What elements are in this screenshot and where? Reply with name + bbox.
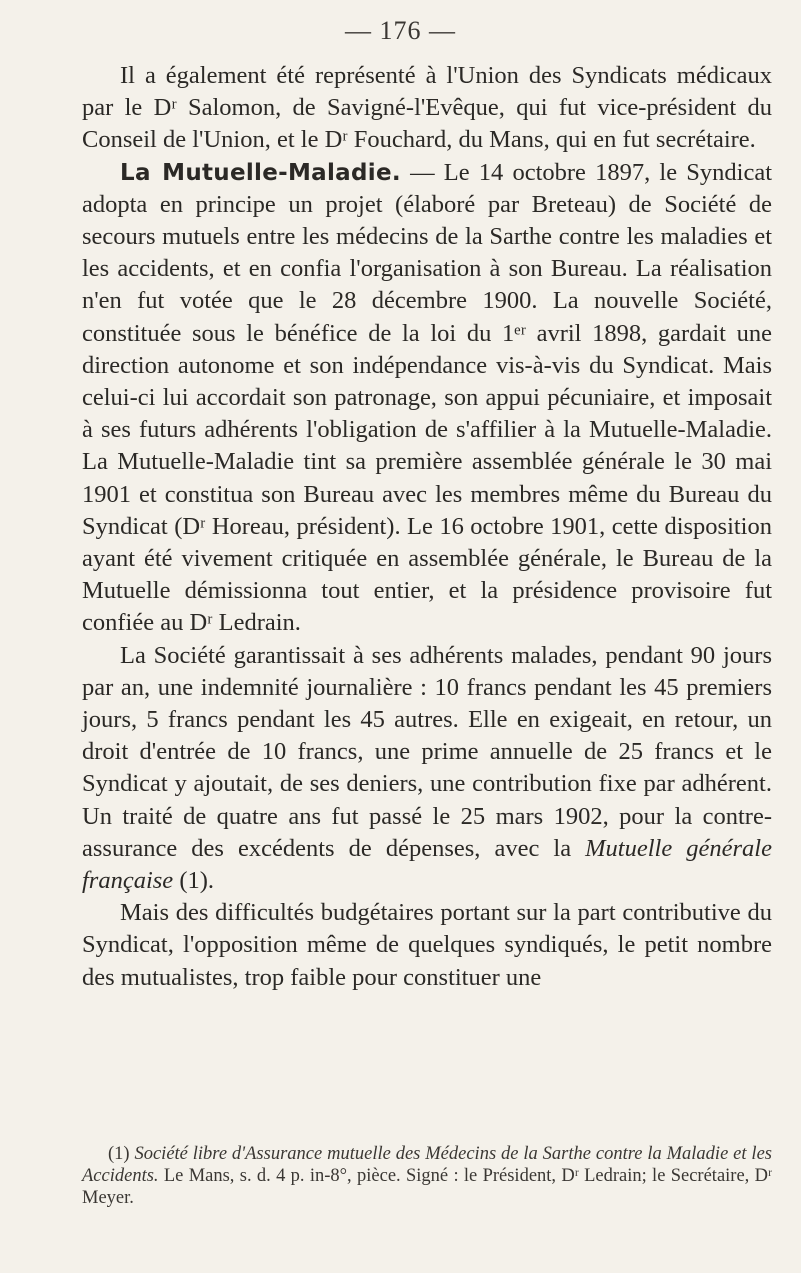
footnote-italic-title: Société libre d'Assurance mutuelle des Médecins de la Sarthe contre la Maladie et les Accidents. [82, 1144, 772, 1186]
paragraph-difficultes: Mais des difficultés budgétaires portant sur la part contributive du Syndicat, l'opposition même de quelques syndiqués, le petit nombre des mutualistes, trop faible pour constituer une [82, 899, 772, 991]
paragraph-garanties-italic: Mutuelle générale française [82, 834, 772, 895]
footnotes [82, 1143, 772, 1209]
body-text [82, 60, 772, 994]
section-heading: La Mutuelle-Maladie. [120, 159, 401, 186]
paragraph-mutuelle-text: — Le 14 octobre 1897, le Syndicat adopta en principe un projet (élaboré par Breteau) de Société de secours mutuels entre les médecins de la Sarthe contre les maladies et les accidents, et en confia l'organisation à son Bureau. La réalisation n'en fut votée que le 28 décembre 1900. La nouvelle Société, constituée sous le bénéfice de la loi du 1ᵉʳ avril 1898, gardait une direction autonome et son indépendance vis-à-vis du Syndicat. Mais celui-ci lui accordait son patronage, son appui pécuniaire, et imposait à ses futurs adhérents l'obligation de s'affilier à la Mutuelle-Maladie. La Mutuelle-Maladie tint sa première assemblée générale le 30 mai 1901 et constitua son Bureau avec les membres même du Bureau du Syndicat (Dʳ Horeau, président). Le 16 octobre 1901, cette disposition ayant été vivement critiquée en assemblée générale, le Bureau de la Mutuelle démissionna tout entier, et la présidence provisoire fut confiée au Dʳ Ledrain. [82, 158, 772, 637]
footnote-text: Le Mans, s. d. 4 p. in-8°, pièce. Signé : le Président, Dʳ Ledrain; le Secrétaire, Dʳ Meyer. [82, 1166, 772, 1208]
footnote-marker: (1) [108, 1144, 135, 1164]
paragraph-union: Il a également été représenté à l'Union des Syndicats médicaux par le Dʳ Salomon, de Savigné-l'Evêque, qui fut vice-président du Conseil de l'Union, et le Dʳ Fouchard, du Mans, qui en fut secrétaire. [82, 62, 772, 154]
paragraph-garanties-end: (1). [173, 867, 215, 895]
paragraph-mutuelle-maladie [82, 157, 772, 640]
footnote-1 [82, 1143, 772, 1209]
paragraph-garanties-text: La Société garantissait à ses adhérents malades, pendant 90 jours par an, une indemnité journalière : 10 francs pendant les 45 premiers jours, 5 francs pendant les 45 autres. Elle en exigeait, en retour, un droit d'entrée de 10 francs, une prime annuelle de 25 francs et le Syndicat y ajoutait, de ses deniers, une contribution fixe par adhérent. Un traité de quatre ans fut passé le 25 mars 1902, pour la contre-assurance des excédents de dépenses, avec la [82, 641, 772, 862]
paragraph-garanties [82, 640, 772, 898]
page-number: — 176 — [345, 16, 456, 45]
